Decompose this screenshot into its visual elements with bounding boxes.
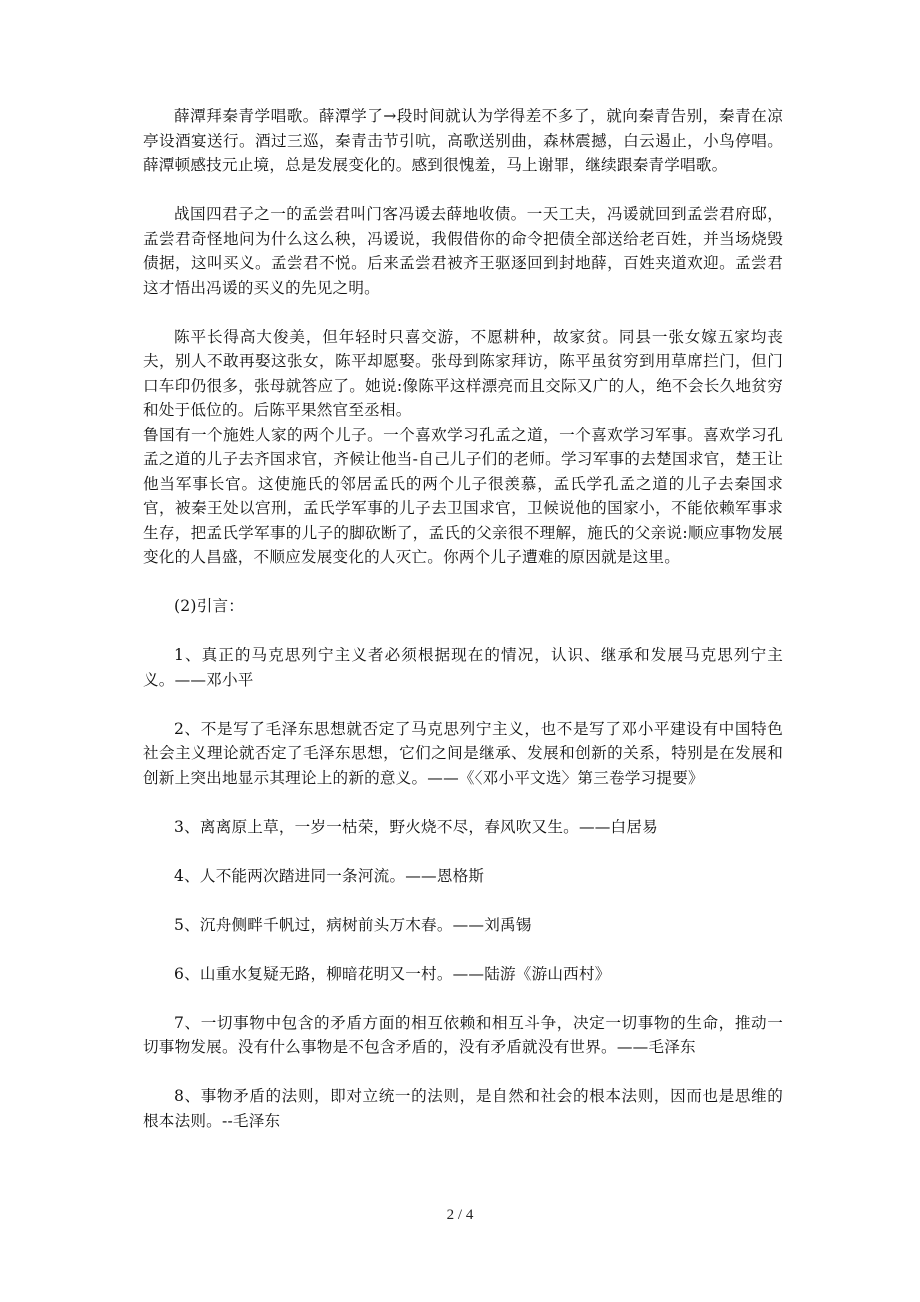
quote-5: 5、沉舟侧畔千帆过，病树前头万木春。——刘禹锡 — [174, 915, 532, 934]
document-body — [143, 104, 783, 1158]
quote-2: 2、不是写了毛泽东思想就否定了马克思列宁主义，也不是写了邓小平建设有中国特色社会主义理论就否定了毛泽东思想，它们之间是继承、发展和创新的关系，特别是在发展和创新上突出地显示其理论上的新的意义。——《〈邓小平文选〉第三卷学习提要》 — [143, 719, 783, 787]
section-heading-quotes: (2)引言： — [174, 597, 245, 615]
paragraph-xue-tan: 薛潭拜秦青学唱歌。薛潭学了→段时间就认为学得差不多了，就向秦青告别，秦青在凉亭设酒宴送行。酒过三巡，秦青击节引吭，高歌送别曲，森林震撼，白云遏止，小鸟停唱。薛潭顿感技元止境，总是发展变化的。感到很愧羞，马上谢罪，继续跟秦青学唱歌。 — [143, 107, 783, 174]
quote-3: 3、离离原上草，一岁一枯荣，野火烧不尽，春风吹又生。——白居易 — [174, 817, 658, 836]
quote-7: 7、一切事物中包含的矛盾方面的相互依赖和相互斗争，决定一切事物的生命，推动一切事物发展。没有什么事物是不包含矛盾的，没有矛盾就没有世界。——毛泽东 — [143, 1013, 783, 1056]
paragraph-lu-guo-shi: 鲁国有一个施姓人家的两个儿子。一个喜欢学习孔孟之道，一个喜欢学习军事。喜欢学习孔孟之道的儿子去齐国求官，齐候让他当-自己儿子们的老师。学习军事的去楚国求官，楚王让他当军事长官。这使施氏的邻居孟氏的两个儿子很羡慕，孟氏学孔孟之道的儿子去秦国求官，被秦王处以宫刑，孟氏学军事的儿子去卫国求官，卫候说他的国家小，不能依赖军事求生存，把孟氏学军事的儿子的脚砍断了，孟氏的父亲很不理解，施氏的父亲说:顺应事物发展变化的人昌盛，不顺应发展变化的人灭亡。你两个儿子遭难的原因就是这里。 — [143, 425, 783, 566]
paragraph-meng-chang-jun: 战国四君子之一的孟尝君叫门客冯谖去薛地收债。一天工夫，冯谖就回到孟尝君府邸，孟尝君奇怪地问为什么这么秧，冯谖说，我假借你的命令把债全部送给老百姓，并当场烧毁债据，这叫买义。孟尝君不悦。后来孟尝君被齐王驱逐回到封地薛，百姓夹道欢迎。孟尝君这才悟出冯谖的买义的先见之明。 — [143, 205, 783, 297]
page-number: 2 / 4 — [446, 1207, 474, 1223]
quote-4: 4、人不能两次踏进同一条河流。——恩格斯 — [174, 866, 485, 885]
quote-6: 6、山重水复疑无路，柳暗花明又一村。——陆游《游山西村》 — [174, 964, 611, 983]
quote-8: 8、事物矛盾的法则，即对立统一的法则，是自然和社会的根本法则，因而也是思维的根本法则。--毛泽东 — [143, 1087, 783, 1130]
quote-1: 1、真正的马克思列宁主义者必须根据现在的情况，认识、继承和发展马克思列宁主义。——邓小平 — [143, 646, 783, 689]
paragraph-chen-ping: 陈平长得高大俊美，但年轻时只喜交游，不愿耕种，故家贫。同县一张女嫁五家均丧夫，别人不敢再娶这张女，陈平却愿娶。张母到陈家拜访，陈平虽贫穷到用草席拦门，但门口车印仍很多，张母就答应了。她说:像陈平这样漂亮而且交际又广的人，绝不会长久地贫穷和处于低位的。后陈平果然官至丞相。 — [143, 327, 783, 419]
